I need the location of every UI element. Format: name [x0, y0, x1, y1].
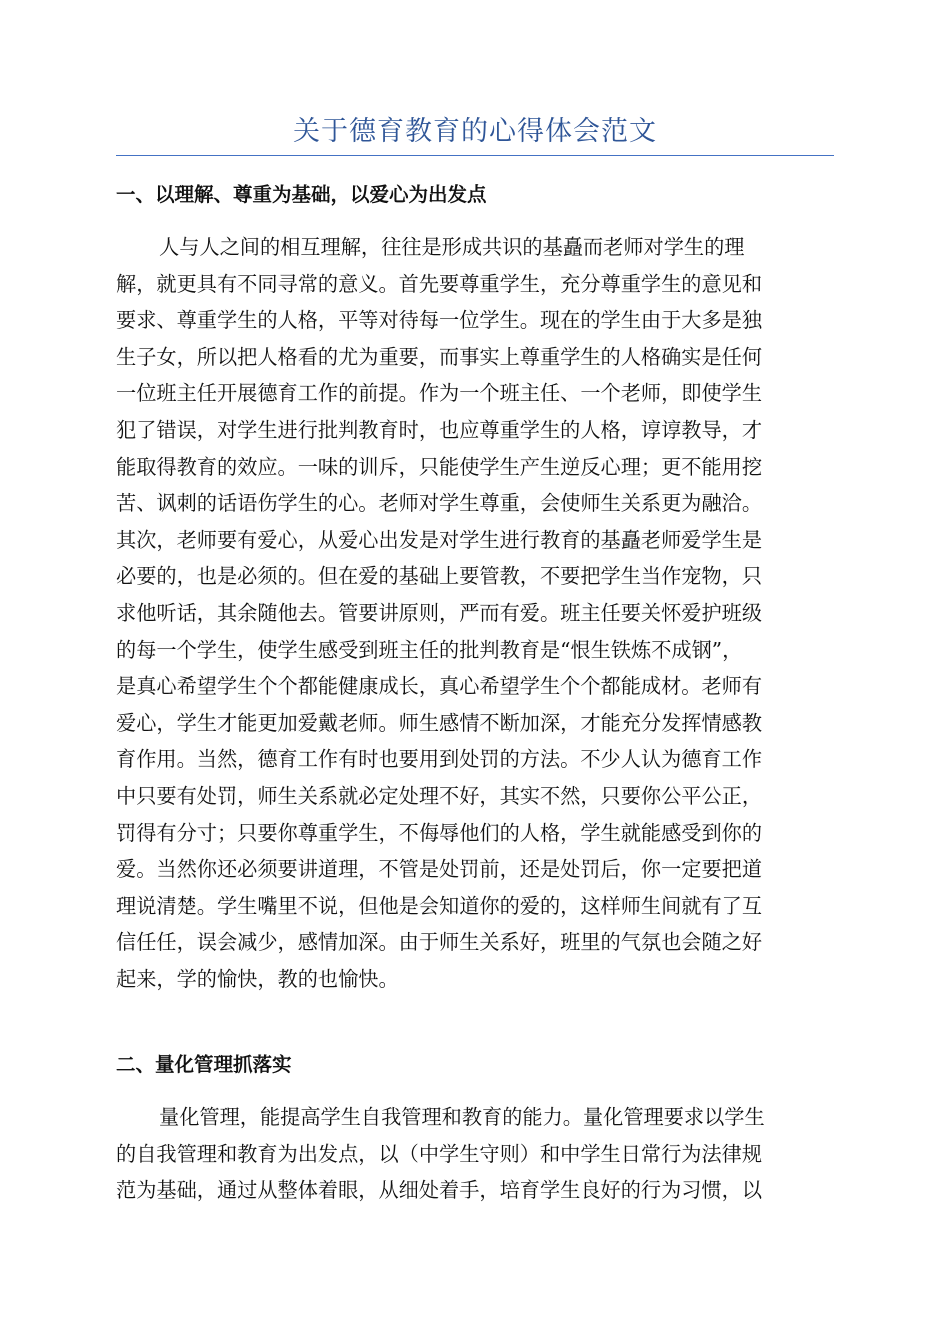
paragraph-line: 育作用。当然，德育工作有时也要用到处罚的方法。不少人认为德育工作 [116, 747, 763, 772]
paragraph-line: 能取得教育的效应。一味的训斥，只能使学生产生逆反心理；更不能用挖 [116, 454, 763, 479]
section-1-paragraph [116, 229, 834, 997]
paragraph-line: 一位班主任开展德育工作的前提。作为一个班主任、一个老师，即使学生 [116, 381, 763, 406]
paragraph-line: 解，就更具有不同寻常的意义。首先要尊重学生，充分尊重学生的意见和 [116, 271, 763, 296]
paragraph-line: 的自我管理和教育为出发点，以（中学生守则）和中学生日常行为法律规 [116, 1141, 763, 1166]
section-heading-2: 二、量化管理抓落实 [116, 1053, 292, 1076]
paragraph-line: 信任任，误会减少，感情加深。由于师生关系好，班里的气氛也会随之好 [116, 930, 763, 955]
paragraph-line: 求他听话，其余随他去。管要讲原则，严而有爱。班主任要关怀爱护班级 [116, 600, 763, 625]
paragraph-line: 爱心，学生才能更加爱戴老师。师生感情不断加深，才能充分发挥情感教 [116, 710, 763, 735]
paragraph-line: 罚得有分寸；只要你尊重学生，不侮辱他们的人格，学生就能感受到你的 [116, 820, 763, 845]
title-underline [116, 155, 834, 156]
section-2-paragraph [116, 1099, 834, 1209]
paragraph-line: 生子女，所以把人格看的尤为重要，而事实上尊重学生的人格确实是任何 [116, 344, 763, 369]
paragraph-line: 苦、讽刺的话语伤学生的心。老师对学生尊重，会使师生关系更为融洽。 [116, 491, 763, 516]
paragraph-line: 犯了错误，对学生进行批判教育时，也应尊重学生的人格，谆谆教导，才 [116, 417, 763, 442]
paragraph-line: 中只要有处罚，师生关系就必定处理不好，其实不然，只要你公平公正， [116, 783, 763, 808]
paragraph-line: 起来，学的愉快，教的也愉快。 [116, 966, 399, 991]
document-title: 关于德育教育的心得体会范文 [293, 116, 657, 147]
paragraph-line: 爱。当然你还必须要讲道理，不管是处罚前，还是处罚后，你一定要把道 [116, 857, 763, 882]
paragraph-line: 要求、尊重学生的人格，平等对待每一位学生。现在的学生由于大多是独 [116, 308, 763, 333]
paragraph-line: 的每一个学生，使学生感受到班主任的批判教育是“恨生铁炼不成钢”， [116, 637, 743, 662]
paragraph-line: 范为基础，通过从整体着眼，从细处着手，培育学生良好的行为习惯，以 [116, 1178, 763, 1203]
paragraph-line: 其次，老师要有爱心，从爱心出发是对学生进行教育的基矗老师爱学生是 [116, 527, 763, 552]
paragraph-line: 量化管理，能提高学生自我管理和教育的能力。量化管理要求以学生 [159, 1105, 765, 1129]
paragraph-line: 人与人之间的相互理解，往往是形成共识的基矗而老师对学生的理 [159, 235, 745, 259]
section-heading-1: 一、以理解、尊重为基础，以爱心为出发点 [116, 183, 487, 206]
paragraph-line: 是真心希望学生个个都能健康成长，真心希望学生个个都能成材。老师有 [116, 674, 763, 699]
paragraph-line: 必要的，也是必须的。但在爱的基础上要管教，不要把学生当作宠物，只 [116, 564, 763, 589]
paragraph-line: 理说清楚。学生嘴里不说，但他是会知道你的爱的，这样师生间就有了互 [116, 893, 763, 918]
